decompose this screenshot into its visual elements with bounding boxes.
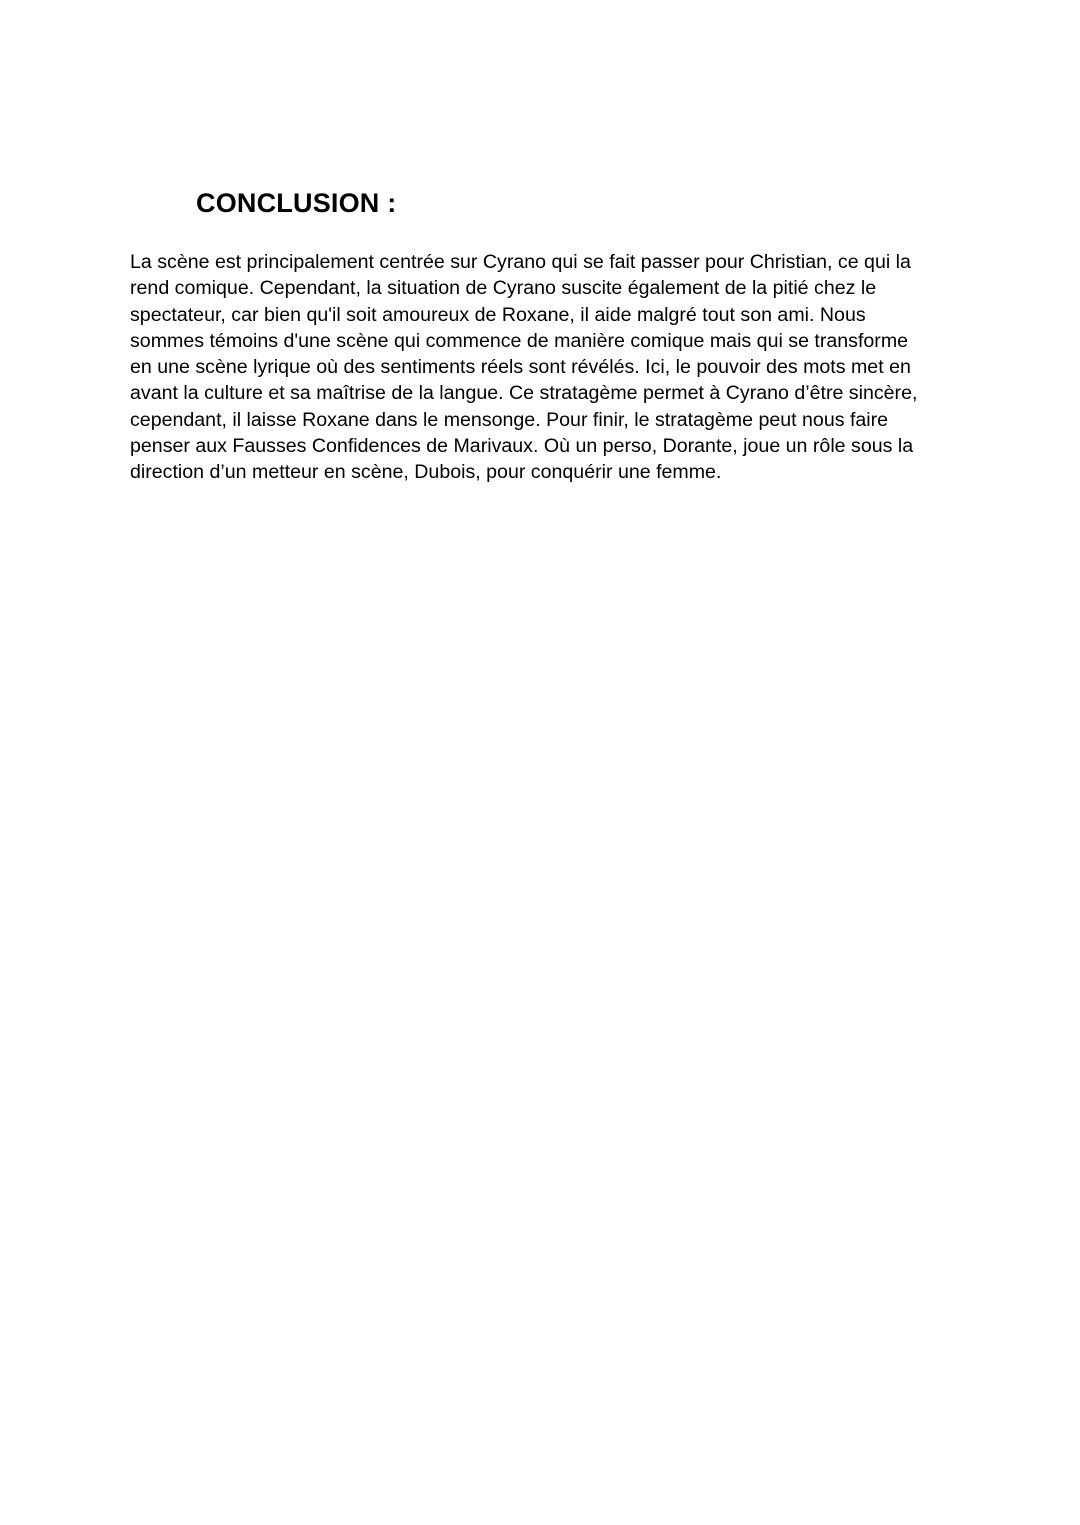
conclusion-paragraph: [130, 249, 917, 486]
paragraph-line: La scène est principalement centrée sur Cyrano qui se fait passer pour Christian, ce qui la: [130, 251, 911, 273]
paragraph-line: penser aux Fausses Confidences de Marivaux. Où un perso, Dorante, joue un rôle sous la: [130, 435, 914, 458]
paragraph-line: sommes témoins d'une scène qui commence de manière comique mais qui se transforme: [130, 329, 909, 352]
paragraph-line: direction d’un metteur en scène, Dubois, pour conquérir une femme.: [130, 461, 722, 484]
section-heading: CONCLUSION :: [196, 188, 397, 218]
paragraph-line: rend comique. Cependant, la situation de Cyrano suscite également de la pitié chez le: [130, 277, 877, 300]
paragraph-line: avant la culture et sa maîtrise de la langue. Ce stratagème permet à Cyrano d’être sincère,: [130, 382, 918, 405]
paragraph-line: cependant, il laisse Roxane dans le mensonge. Pour finir, le stratagème peut nous faire: [130, 408, 889, 431]
paragraph-line: en une scène lyrique où des sentiments réels sont révélés. Ici, le pouvoir des mots met en: [130, 356, 911, 379]
paragraph-line: spectateur, car bien qu'il soit amoureux de Roxane, il aide malgré tout son ami. Nous: [130, 303, 866, 326]
